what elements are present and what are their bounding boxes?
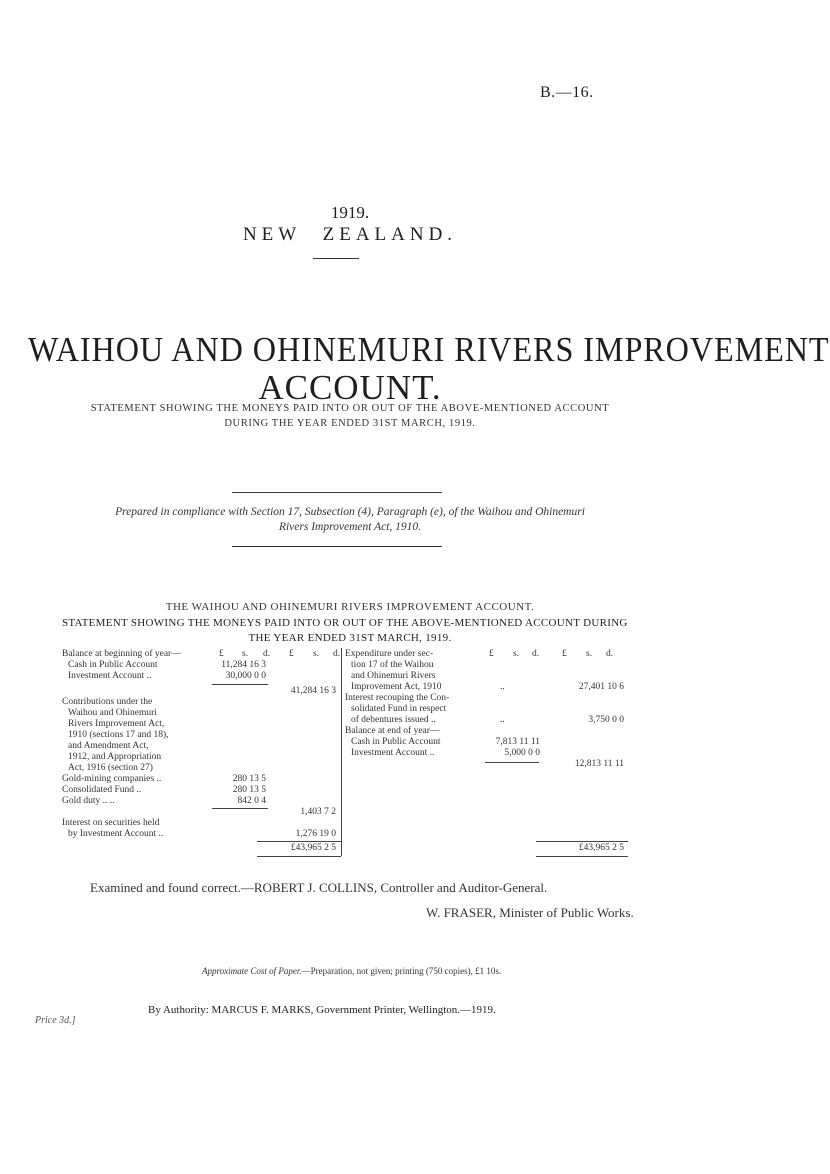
cash-amount: 11,284 16 3	[221, 660, 266, 670]
investment-label: Investment Account ..	[68, 671, 152, 681]
col-header-shillings: s.	[313, 649, 320, 659]
cost-note-label: Approximate Cost of Paper.	[202, 966, 302, 976]
end-balance-total: 12,813 11 11	[574, 759, 624, 769]
leader-dots: ..	[500, 715, 505, 725]
consolidated-label: Consolidated Fund ..	[62, 785, 142, 795]
col-header-pence: d.	[532, 649, 540, 659]
col-header-shillings: s.	[586, 649, 593, 659]
balance-total: 41,284 16 3	[290, 686, 336, 696]
expenditure-amount: 27,401 10 6	[578, 682, 624, 692]
gold-duty-amount: 842 0 4	[237, 796, 266, 806]
contributions-line: Act, 1916 (section 27)	[68, 763, 153, 773]
printer-authority: By Authority: MARCUS F. MARKS, Government Printer, Wellington.—1919.	[148, 1004, 496, 1016]
country-heading: NEW ZEALAND.	[242, 224, 458, 245]
interest-recoup-amount: 3,750 0 0	[588, 715, 624, 725]
consolidated-amount: 280 13 5	[232, 785, 266, 795]
expenditure-line: and Ohinemuri Rivers	[351, 671, 436, 681]
page-title-continued: ACCOUNT.	[258, 368, 442, 407]
col-header-pounds: £	[289, 649, 294, 659]
col-header-pence: d.	[606, 649, 614, 659]
account-heading: THE WAIHOU AND OHINEMURI RIVERS IMPROVEMENT ACCOUNT.	[165, 601, 535, 613]
col-header-pounds: £	[562, 649, 567, 659]
subtotal-rule	[212, 684, 268, 685]
col-header-shillings: s.	[513, 649, 520, 659]
expenditure-line: Improvement Act, 1910	[351, 682, 442, 692]
col-header-pence: d.	[263, 649, 271, 659]
interest-label-continued: by Investment Account ..	[68, 829, 164, 839]
cost-note	[202, 966, 501, 976]
contributions-line: 1910 (sections 17 and 18),	[68, 730, 169, 740]
col-header-shillings: s.	[242, 649, 249, 659]
col-header-pounds: £	[219, 649, 224, 659]
column-divider	[341, 648, 342, 856]
page-title: WAIHOU AND OHINEMURI RIVERS IMPROVEMENT	[28, 330, 830, 369]
cost-note-detail: —Preparation, not given; printing (750 copies), £1 10s.	[301, 966, 502, 976]
price-note: Price 3d.]	[35, 1015, 76, 1026]
statement-heading: STATEMENT SHOWING THE MONEYS PAID INTO OR OUT OF THE ABOVE-MENTIONED ACCOUNT DURING	[62, 617, 628, 629]
publication-year: 1919.	[330, 203, 370, 222]
total-rule	[257, 841, 341, 842]
end-balance-label: Balance at end of year—	[345, 726, 440, 736]
contributions-total: 1,403 7 2	[300, 807, 336, 817]
interest-recoup-line: of debentures issued ..	[351, 715, 436, 725]
document-number: B.—16.	[540, 84, 594, 101]
receipts-grand-total: £43,965 2 5	[290, 843, 336, 853]
interest-amount: 1,276 19 0	[295, 829, 336, 839]
expenditure-line: tion 17 of the Waihou	[351, 660, 434, 670]
end-investment-amount: 5,000 0 0	[504, 748, 540, 758]
payments-grand-total: £43,965 2 5	[578, 843, 624, 853]
prepared-note-continued: Rivers Improvement Act, 1910.	[278, 521, 422, 533]
col-header-pounds: £	[489, 649, 494, 659]
gold-mining-amount: 280 13 5	[232, 774, 266, 784]
balance-label: Balance at beginning of year—	[62, 649, 181, 659]
gold-mining-label: Gold-mining companies ..	[62, 774, 162, 784]
contributions-line: Rivers Improvement Act,	[68, 719, 165, 729]
total-rule	[536, 856, 628, 857]
statement-heading-continued: THE YEAR ENDED 31ST MARCH, 1919.	[248, 632, 452, 644]
total-rule	[536, 841, 628, 842]
investment-amount: 30,000 0 0	[225, 671, 266, 681]
interest-recoup-line: Interest recouping the Con-	[345, 693, 450, 703]
divider	[232, 546, 442, 547]
expenditure-line: Expenditure under sec-	[345, 649, 434, 659]
contributions-line: Waihou and Ohinemuri	[68, 708, 157, 718]
contributions-line: and Amendment Act,	[68, 741, 149, 751]
audit-certification: Examined and found correct.—ROBERT J. COLLINS, Controller and Auditor-General.	[90, 880, 548, 895]
col-header-pence: d.	[333, 649, 341, 659]
end-investment-label: Investment Account ..	[351, 748, 435, 758]
divider	[313, 258, 359, 259]
interest-recoup-line: solidated Fund in respect	[351, 704, 447, 714]
prepared-note: Prepared in compliance with Section 17, Subsection (4), Paragraph (e), of the Waihou and Ohinemuri	[115, 506, 585, 518]
gold-duty-label: Gold duty .. ..	[62, 796, 115, 806]
contributions-line: Contributions under the	[62, 697, 153, 707]
cash-label: Cash in Public Account	[68, 660, 158, 670]
leader-dots: ..	[500, 682, 505, 692]
subtitle-continued: DURING THE YEAR ENDED 31ST MARCH, 1919.	[224, 418, 476, 429]
contributions-line: 1912, and Appropriation	[68, 752, 162, 762]
end-cash-label: Cash in Public Account	[351, 737, 441, 747]
end-cash-amount: 7,813 11 11	[495, 737, 540, 747]
divider	[232, 492, 442, 493]
interest-label: Interest on securities held	[62, 818, 160, 828]
subtitle: STATEMENT SHOWING THE MONEYS PAID INTO OR OUT OF THE ABOVE-MENTIONED ACCOUNT	[90, 403, 610, 414]
minister-signature: W. FRASER, Minister of Public Works.	[426, 905, 634, 920]
total-rule	[257, 856, 341, 857]
